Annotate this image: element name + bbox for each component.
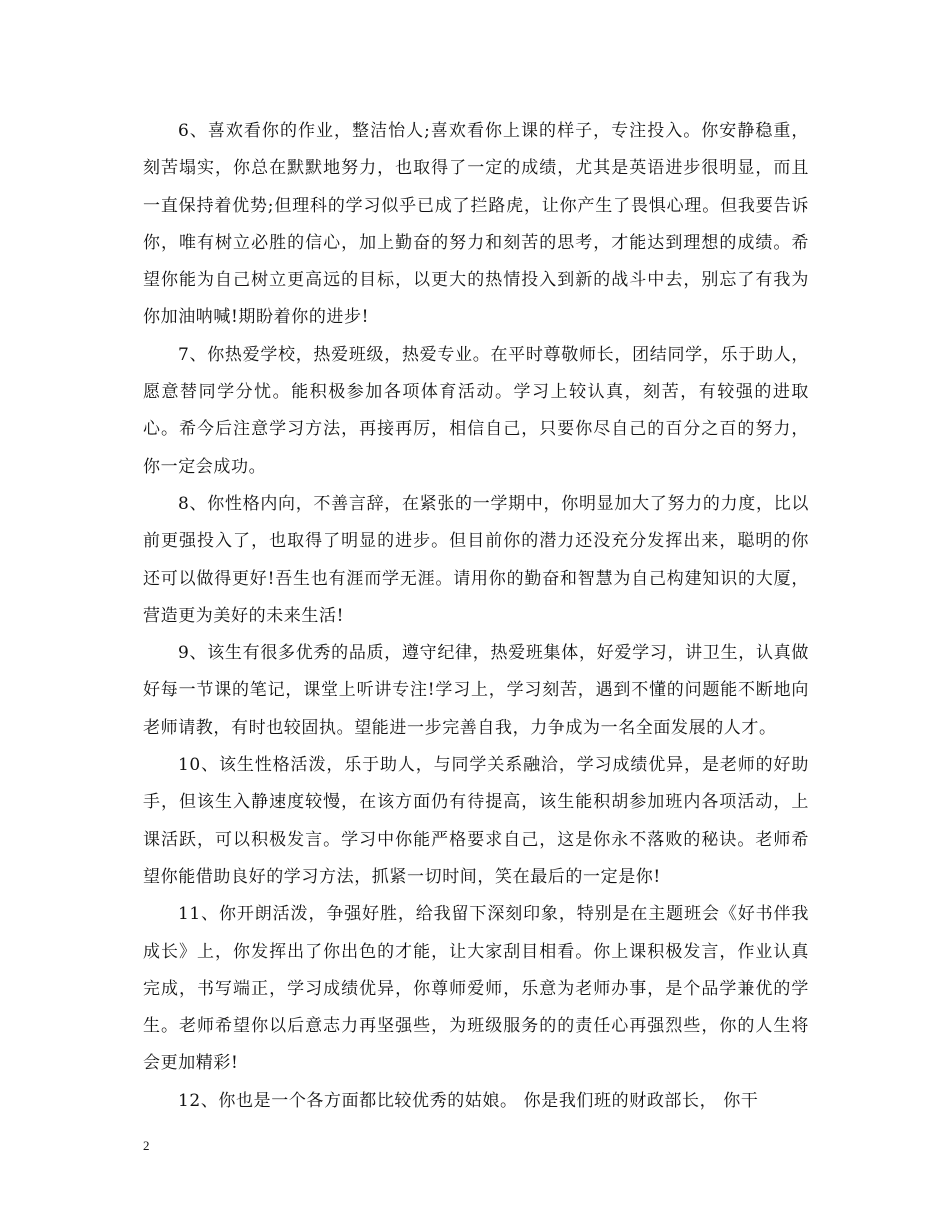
paragraph-comment-8: 8、你性格内向，不善言辞，在紧张的一学期中，你明显加大了努力的力度，比以前更强投入了，也取得了明显的进步。但目前你的潜力还没充分发挥出来，聪明的你还可以做得更好!吾生也有涯而学无涯。请用你的勤奋和智慧为自己构建知识的大厦，营造更为美好的未来生活!: [143, 493, 809, 626]
paragraph-comment-9: 9、该生有很多优秀的品质，遵守纪律，热爱班集体，好爱学习，讲卫生，认真做好每一节课的笔记，课堂上听讲专注!学习上，学习刻苦，遇到不懂的问题能不断地向老师请教，有时也较固执。望能进一步完善自我，力争成为一名全面发展的人才。: [143, 643, 809, 738]
paragraph-comment-12: 12、你也是一个各方面都比较优秀的姑娘。 你是我们班的财政部长， 你干: [178, 1090, 759, 1111]
paragraph-comment-11: 11、你开朗活泼，争强好胜，给我留下深刻印象，特别是在主题班会《好书伴我成长》上，你发挥出了你出色的才能，让大家刮目相看。你上课积极发言，作业认真完成，书写端正，学习成绩优异，你尊师爱师，乐意为老师办事，是个品学兼优的学生。老师希望你以后意志力再坚强些，为班级服务的的责任心再强烈些，你的人生将会更加精彩!: [143, 904, 809, 1074]
page-number: 2: [143, 1138, 150, 1153]
paragraph-comment-7: 7、你热爱学校，热爱班级，热爱专业。在平时尊敬师长，团结同学，乐于助人，愿意替同学分忧。能积极参加各项体育活动。学习上较认真，刻苦，有较强的进取心。希今后注意学习方法，再接再厉，相信自己，只要你尽自己的百分之百的努力，你一定会成功。: [143, 344, 809, 477]
paragraph-comment-6: 6、喜欢看你的作业，整洁怡人;喜欢看你上课的样子，专注投入。你安静稳重，刻苦塌实，你总在默默地努力，也取得了一定的成绩，尤其是英语进步很明显，而且一直保持着优势;但理科的学习似乎已成了拦路虎，让你产生了畏惧心理。但我要告诉你，唯有树立必胜的信心，加上勤奋的努力和刻苦的思考，才能达到理想的成绩。希望你能为自己树立更高远的目标，以更大的热情投入到新的战斗中去，别忘了有我为你加油呐喊!期盼着你的进步!: [143, 121, 809, 328]
paragraph-comment-10: 10、该生性格活泼，乐于助人，与同学关系融洽，学习成绩优异，是老师的好助手，但该生入静速度较慢，在该方面仍有待提高，该生能积胡参加班内各项活动，上课活跃，可以积极发言。学习中你能严格要求自己，这是你永不落败的秘诀。老师希望你能借助良好的学习方法，抓紧一切时间，笑在最后的一定是你!: [143, 755, 809, 887]
document-body: [143, 113, 809, 1120]
